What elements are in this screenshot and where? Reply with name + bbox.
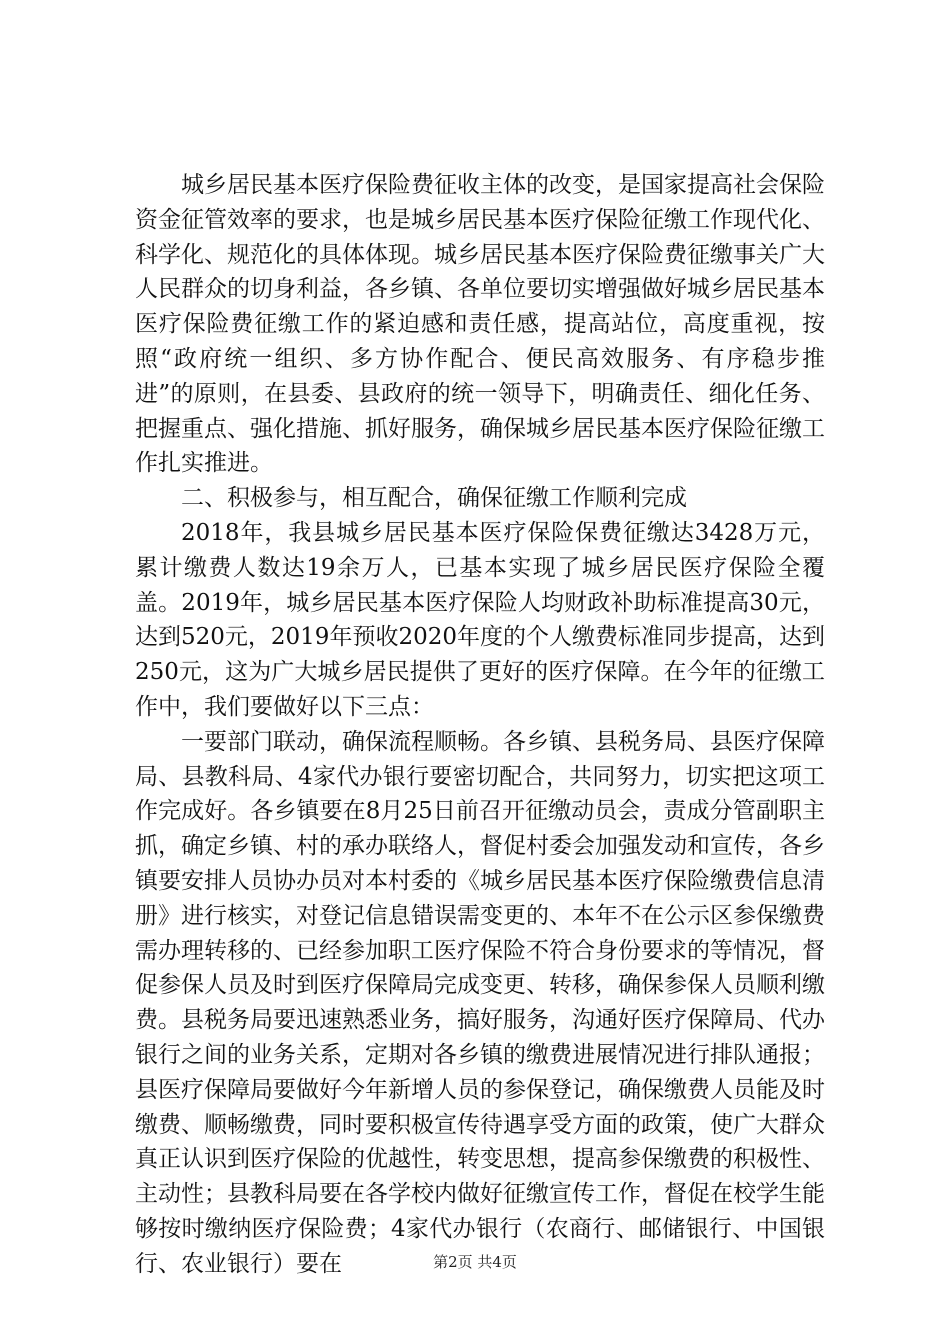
paragraph-department-coordination: 一要部门联动，确保流程顺畅。各乡镇、县税务局、县医疗保障局、县教科局、4家代办银行要密切配合，共同努力，切实把这项工作完成好。各乡镇要在8月25日前召开征缴动员会，责成分管副职主抓，确定乡镇、村的承办联络人，督促村委会加强发动和宣传，各乡镇要安排人员协办员对本村委的《城乡居民基本医疗保险缴费信息清册》进行核实，对登记信息错误需变更的、本年不在公示区参保缴费需办理转移的、已经参加职工医疗保险不符合身份要求的等情况，督促参保人员及时到医疗保障局完成变更、转移，确保参保人员顺利缴费。县税务局要迅速熟悉业务，搞好服务，沟通好医疗保障局、代办银行之间的业务关系，定期对各乡镇的缴费进展情况进行排队通报；县医疗保障局要做好今年新增人员的参保登记，确保缴费人员能及时缴费、顺畅缴费，同时要积极宣传待遇享受方面的政策，使广大群众真正认识到医疗保险的优越性，转变思想，提高参保缴费的积极性、主动性；县教科局要在各学校内做好征缴宣传工作，督促在校学生能够按时缴纳医疗保险费；4家代办银行（农商行、邮储银行、中国银行、农业银行）要在 <box>135 728 825 1277</box>
paragraph-intro: 城乡居民基本医疗保险费征收主体的改变，是国家提高社会保险资金征管效率的要求，也是城乡居民基本医疗保险征缴工作现代化、科学化、规范化的具体体现。城乡居民基本医疗保险费征缴事关广大人民群众的切身利益，各乡镇、各单位要切实增强做好城乡居民基本医疗保险费征缴工作的紧迫感和责任感，提高站位，高度重视，按照“政府统一组织、多方协作配合、便民高效服务、有序稳步推进”的原则，在县委、县政府的统一领导下，明确责任、细化任务、把握重点、强化措施、抓好服务，确保城乡居民基本医疗保险征缴工作扎实推进。 <box>135 172 825 477</box>
section-heading-2: 二、积极参与，相互配合，确保征缴工作顺利完成 <box>181 485 687 512</box>
paragraph-2018-stats: 2018年，我县城乡居民基本医疗保险保费征缴达3428万元，累计缴费人数达19余万人，已基本实现了城乡居民医疗保险全覆盖。2019年，城乡居民基本医疗保险人均财政补助标准提高30元，达到520元，2019年预收2020年度的个人缴费标准同步提高，达到250元，这为广大城乡居民提供了更好的医疗保障。在今年的征缴工作中，我们要做好以下三点： <box>135 519 825 720</box>
page-footer: 第2页 共4页 <box>433 1253 517 1271</box>
document-body <box>135 168 825 1282</box>
